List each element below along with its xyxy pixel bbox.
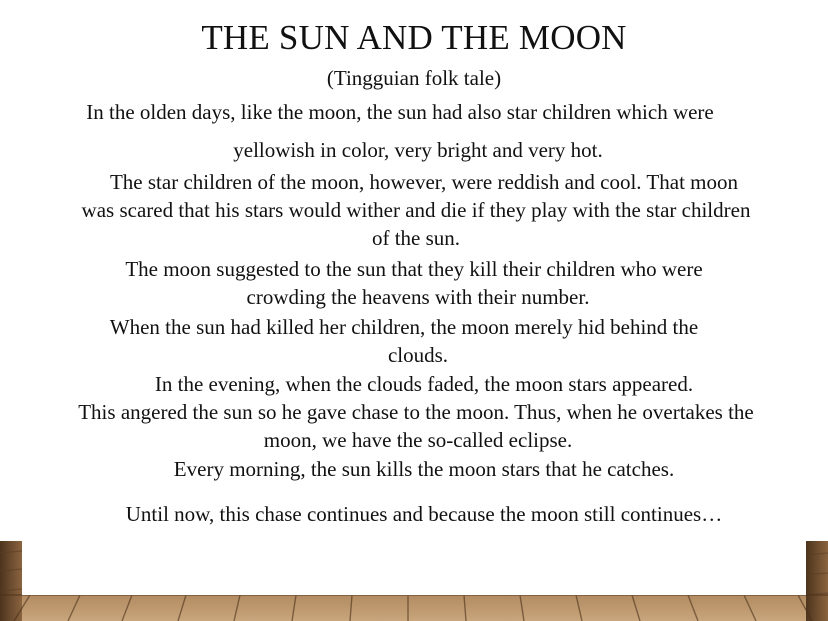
story-line: In the olden days, like the moon, the sun had also star children which were — [86, 100, 714, 124]
story-title: THE SUN AND THE MOON — [201, 18, 627, 57]
story-line: Every morning, the sun kills the moon stars that he catches. — [173, 457, 675, 481]
story-line: crowding the heavens with their number. — [246, 285, 590, 309]
story-line: The star children of the moon, however, were reddish and cool. That moon — [109, 170, 738, 194]
story-line: was scared that his stars would wither and die if they play with the star children — [81, 198, 751, 222]
story-line: When the sun had killed her children, the moon merely hid behind the — [109, 315, 699, 339]
story-subtitle: (Tingguian folk tale) — [326, 66, 502, 90]
story-line: In the evening, when the clouds faded, the moon stars appeared. — [154, 372, 694, 396]
story-line: yellowish in color, very bright and very hot. — [233, 138, 603, 162]
story-line: This angered the sun so he gave chase to the moon. Thus, when he overtakes the — [78, 400, 754, 424]
story-line: clouds. — [387, 343, 449, 367]
story-line: of the sun. — [371, 226, 461, 250]
story-line: The moon suggested to the sun that they kill their children who were — [125, 257, 703, 281]
story-line: Until now, this chase continues and because the moon still continues… — [125, 502, 723, 526]
story-line: moon, we have the so-called eclipse. — [263, 428, 573, 452]
wooden-stage-floor — [0, 541, 828, 621]
